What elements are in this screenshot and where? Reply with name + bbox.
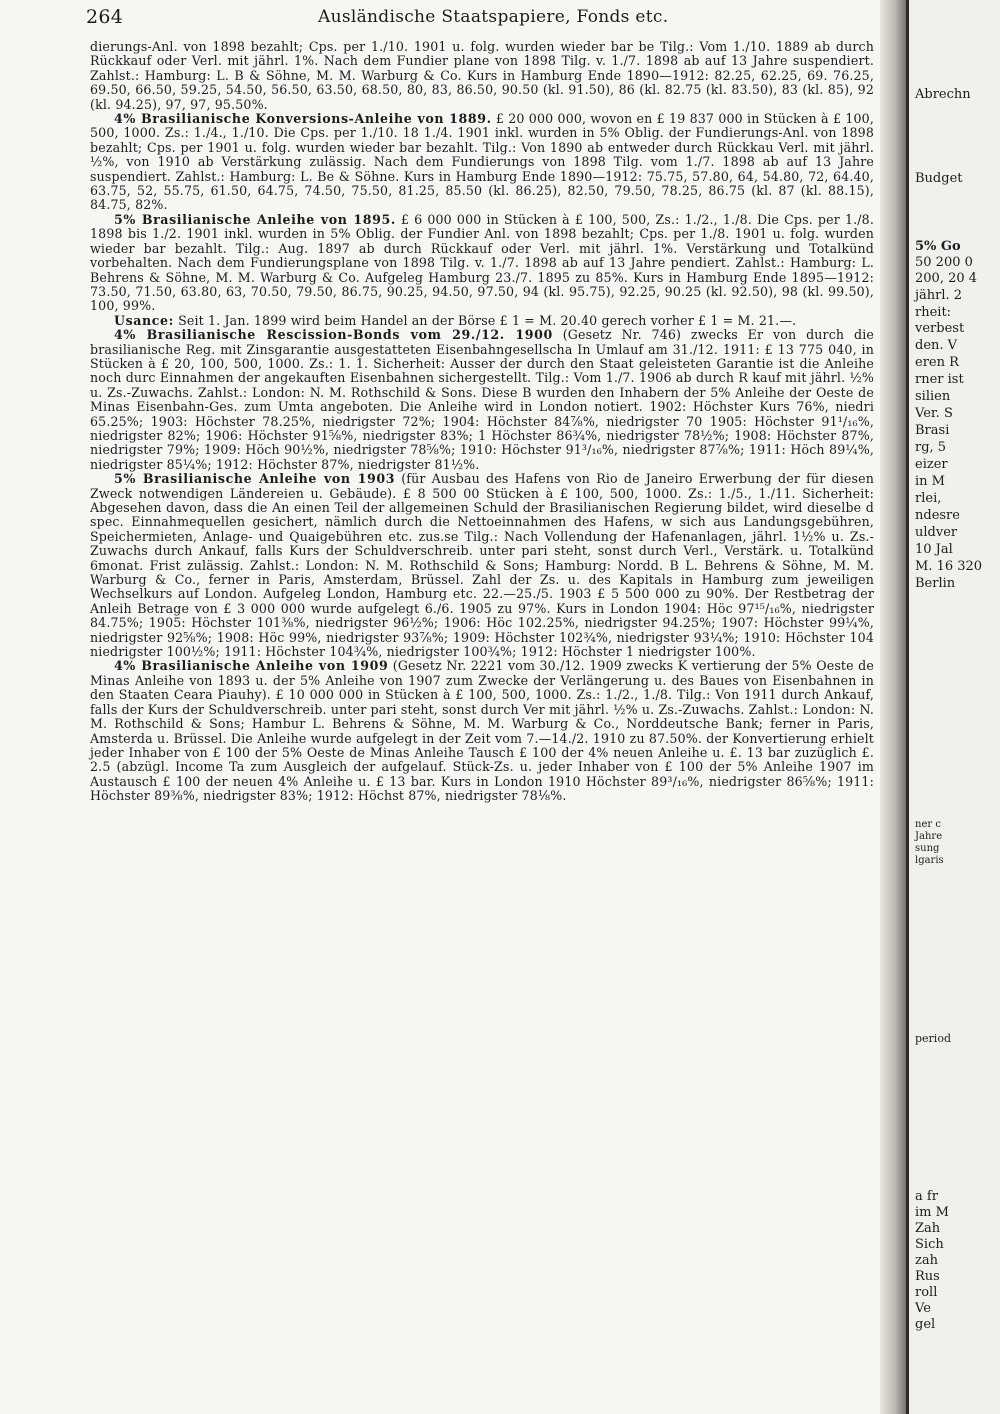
- adjacent-fragment: den. V: [915, 338, 958, 353]
- adjacent-fragment: silien: [915, 389, 951, 404]
- paragraph-lead: 4% Brasilianische Rescission-Bonds vom 29./12. 1900: [114, 327, 553, 343]
- adjacent-fragment: Budget: [915, 171, 963, 186]
- adjacent-fragment: Rus: [915, 1269, 940, 1284]
- adjacent-fragment: roll: [915, 1285, 938, 1300]
- paragraph-text: £ 6 000 000 in Stücken à £ 100, 500, Zs.: 1./2., 1./8. Die Cps. per 1./8. 1898 bis 1./2. 1901 inkl. wurden in 5% Oblig. der Fundier Anl. von 1898 bezahlt; Cps. per 1./8. 1901 u. folg. wurden wieder bar bezahlt. Tilg.: Aug. 1897 ab durch Rückkauf oder Verl. mit jährl. 1%. Verstärkung und Totalkünd vorbehalten. Nach dem Fundierungsplane von 1898 Tilg. v. 1./7. 1898 ab auf 13 Jahre pendiert. Zahlst.: Hamburg: L. Behrens & Söhne, M. M. Warburg & Co. Aufgeleg Hamburg 23./7. 1895 zu 85%. Kurs in Hamburg Ende 1895—1912: 73.50, 71.50, 63.80, 63, 70.50, 79.50, 86.75, 90.25, 94.50, 97.50, 94 (kl. 95.75), 92.25, 90.25 (kl. 92.50), 98 (kl. 99.50), 100, 99%.: [90, 211, 874, 314]
- paragraph-text: Seit 1. Jan. 1899 wird beim Handel an der Börse £ 1 = M. 20.40 gerech vorher £ 1 = M. 21.—.: [173, 312, 797, 328]
- paragraph-konversions-anleihe-1889: [90, 112, 874, 213]
- adjacent-fragment: Berlin: [915, 576, 956, 591]
- paragraph-anleihe-1903: [90, 472, 874, 659]
- paragraph-lead: 4% Brasilianische Anleihe von 1909: [114, 658, 389, 674]
- adjacent-fragment: sung: [915, 843, 940, 854]
- adjacent-fragment: lgaris: [915, 855, 944, 866]
- paragraph-anleihe-1909: [90, 659, 874, 803]
- adjacent-fragment: Ve: [915, 1301, 931, 1316]
- adjacent-fragment: ndesre: [915, 508, 960, 523]
- main-page: [86, 0, 880, 1414]
- paragraph-lead: 5% Brasilianische Anleihe von 1903: [114, 471, 396, 487]
- adjacent-fragment: 50 200 0: [915, 255, 973, 270]
- adjacent-fragment: rg, 5: [915, 440, 947, 455]
- adjacent-fragment: eren R: [915, 355, 959, 370]
- adjacent-fragment: Sich: [915, 1237, 944, 1252]
- paragraph-lead: 4% Brasilianische Konversions-Anleihe von 1889.: [114, 111, 492, 127]
- adjacent-fragment: in M: [915, 474, 945, 489]
- book-fold-shadow: [880, 0, 908, 1414]
- paragraph-text: (Gesetz Nr. 2221 vom 30./12. 1909 zwecks K vertierung der 5% Oeste de Minas Anleihe von 1893 u. der 5% Anleihe von 1907 zum Zwecke der Verlängerung u. des Baues von Eisenbahnen in den Staaten Ceara Piauhy). £ 10 000 000 in Stücken à £ 100, 500, 1000. Zs.: 1./2., 1./8. Tilg.: Von 1911 durch Ankauf, falls der Kurs der Schuldverschreib. unter pari steht, sonst durch Ver mit jährl. ½% u. Zs.-Zuwachs. Zahlst.: London: N. M. Rothschild & Sons; Hambur L. Behrens & Söhne, M. M. Warburg & Co., Norddeutsche Bank; ferner in Paris, Amsterda u. Brüssel. Die Anleihe wurde aufgelegt in der Zeit vom 7.—14./2. 1910 zu 87.50%. der Konvertierung erhielt jeder Inhaber von £ 100 der 5% Oeste de Minas Anleihe Tausch £ 100 der 4% neuen Anleihe u. £. 13 bar zuzüglich £. 2.5 (abzügl. Income Ta zum Ausgleich der aufgelauf. Stück-Zs. u. jeder Inhaber von £ 100 der 5% Anleihe 1907 im Austausch £ 100 der neuen 4% Anleihe u. £ 13 bar. Kurs in London 1910 Höchster 89³/₁₆%, niedrigster 86⅝%; 1911: Höchster 89⅜%, niedrigster 83%; 1912: Höchst 87%, niedrigster 78⅛%.: [90, 658, 874, 804]
- adjacent-fragment: 5% Go: [915, 239, 961, 254]
- adjacent-page: [909, 0, 1000, 1414]
- adjacent-fragment: verbest: [915, 321, 965, 336]
- adjacent-fragment: 10 Jal: [915, 542, 953, 557]
- paragraph-fundierungs-continuation: [90, 40, 874, 112]
- adjacent-fragment: im M: [915, 1205, 949, 1220]
- running-head: [86, 6, 880, 32]
- adjacent-fragment: eizer: [915, 457, 948, 472]
- paragraph-anleihe-1895: [90, 213, 874, 314]
- adjacent-fragment: rlei,: [915, 491, 942, 506]
- adjacent-fragment: rheit:: [915, 305, 952, 320]
- adjacent-fragment: Abrechn: [915, 87, 971, 102]
- paragraph-usance: [90, 314, 874, 328]
- adjacent-fragment: zah: [915, 1253, 938, 1268]
- page-number: 264: [86, 6, 124, 28]
- adjacent-fragment: Ver. S: [915, 406, 953, 421]
- adjacent-fragment: rner ist: [915, 372, 964, 387]
- paragraph-lead: 5% Brasilianische Anleihe von 1895.: [114, 211, 396, 227]
- adjacent-fragment: M. 16 320: [915, 559, 983, 574]
- paragraph-text: £ 20 000 000, wovon en £ 19 837 000 in Stücken à £ 100, 500, 1000. Zs.: 1./4., 1./10. Die Cps. per 1./10. 18 1./4. 1901 inkl. wurden in 5% Oblig. der Fundierungs-Anl. von 1898 bezahlt; Cps. per 1901 u. folg. wurden wieder bar bezahlt. Tilg.: Von 1890 ab entweder durch Rückkau Verl. mit jährl. ½%, von 1910 ab Verstärkung zulässig. Nach dem Fundierungs von 1898 Tilg. vom 1./7. 1898 ab auf 13 Jahre suspendiert. Zahlst.: Hamburg: L. Be & Söhne. Kurs in Hamburg Ende 1890—1912: 75.75, 57.80, 64, 54.80, 72, 64.40, 63.75, 52, 55.75, 61.50, 64.75, 74.50, 75.50, 81.25, 85.50 (kl. 86.25), 82.50, 79.50, 78.25, 86.75 (kl. 87 (kl. 88.15), 84.75, 82%.: [90, 111, 874, 213]
- adjacent-fragment: uldver: [915, 525, 958, 540]
- adjacent-fragment: ner c: [915, 819, 941, 830]
- adjacent-fragment: Brasi: [915, 423, 950, 438]
- adjacent-fragment: Zah: [915, 1221, 941, 1236]
- body-text: [90, 40, 874, 804]
- running-title: Ausländische Staatspapiere, Fonds etc.: [318, 7, 669, 27]
- paragraph-text: (Gesetz Nr. 746) zwecks Er von durch die brasilianische Reg. mit Zinsgarantie ausgestatteten Eisenbahngesellscha In Umlauf am 31./12. 1911: £ 13 775 040, in Stücken à £ 20, 100, 500, 1000. Zs.: 1. 1. Sicherheit: Ausser der durch den Staat geleisteten Garantie ist die Anleihe noch durc Einnahmen der angekauften Eisenbahnen sichergestellt. Tilg.: Vom 1./7. 1906 ab durch R kauf mit jährl. ½% u. Zs.-Zuwachs. Zahlst.: London: N. M. Rothschild & Sons. Diese B wurden den Inhabern der 5% Anleihe der Oeste de Minas Eisenbahn-Ges. zum Umta angeboten. Die Anleihe wird in London notiert. 1902: Höchster Kurs 76%, niedri 65.25%; 1903: Höchster 78.25%, niedrigster 72%; 1904: Höchster 84⅞%, niedrigster 70 1905: Höchster 91¹/₁₆%, niedrigster 82%; 1906: Höchster 91⅝%, niedrigster 83%; 1 Höchster 86¾%, niedrigster 78½%; 1908: Höchster 87%, niedrigster 79%; 1909: Höch 90½%, niedrigster 78⅝%; 1910: Höchster 91³/₁₆%, niedrigster 87⅞%; 1911: Höch 89¼%, niedrigster 85¼%; 1912: Höchster 87%, niedrigster 81½%.: [90, 327, 874, 472]
- adjacent-fragment: jährl. 2: [915, 288, 963, 303]
- adjacent-fragment: period: [915, 1032, 951, 1045]
- paragraph-lead: Usance:: [114, 312, 174, 328]
- adjacent-fragment: Jahre: [915, 831, 943, 842]
- adjacent-fragment: a fr: [915, 1189, 938, 1204]
- paragraph-rescission-bonds-1900: [90, 328, 874, 472]
- paragraph-text: (für Ausbau des Hafens von Rio de Janeiro Erwerbung der für diesen Zweck notwendigen Ländereien u. Gebäude). £ 8 500 00 Stücken à £ 100, 500, 1000. Zs.: 1./5., 1./11. Sicherheit: Abgesehen davon, dass die An einen Teil der allgemeinen Schuld der Brasilianischen Regierung bildet, wird dieselbe d spec. Einnahmequellen gesichert, nämlich durch die Nettoeinnahmen des Hafens, w sich aus Landungsgebühren, Speichermieten, Anlage- und Quaigebühren etc. zus.se Tilg.: Nach Vollendung der Hafenanlagen, jährl. 1½% u. Zs.-Zuwachs durch Ankauf, falls Kurs der Schuldverschreib. unter pari steht, sonst durch Verl., Verstärk. u. Totalkünd 6monat. Frist zulässig. Zahlst.: London: N. M. Rothschild & Sons; Hamburg: Nordd. B L. Behrens & Söhne, M. M. Warburg & Co., ferner in Paris, Amsterdam, Brüssel. Zahl der Zs. u. des Kapitals in Hamburg zum jeweiligen Wechselkurs auf London. Aufgeleg London, Hamburg etc. 22.—25./5. 1903 £ 5 500 000 zu 90%. Der Restbetrag der Anleih Betrage von £ 3 000 000 wurde aufgelegt 6./6. 1905 zu 97%. Kurs in London 1904: Höc 97¹⁵/₁₆%, niedrigster 84.75%; 1905: Höchster 101⅜%, niedrigster 96½%; 1906: Höc 102.25%, niedrigster 94.25%; 1907: Höchster 99¼%, niedrigster 92⅝%; 1908: Höc 99%, niedrigster 93⅞%; 1909: Höchster 102¾%, niedrigster 93¼%; 1910: Höchster 104 niedrigster 100½%; 1911: Höchster 104¾%, niedrigster 100¾%; 1912: Höchster 1 niedrigster 100%.: [90, 471, 874, 660]
- adjacent-fragment: 200, 20 4: [915, 271, 978, 286]
- adjacent-fragment: gel: [915, 1317, 936, 1332]
- paragraph-text: dierungs-Anl. von 1898 bezahlt; Cps. per 1./10. 1901 u. folg. wurden wieder bar be Tilg.: Vom 1./10. 1889 ab durch Rückkauf oder Verl. mit jährl. 1%. Nach dem Fundier plane von 1898 Tilg. v. 1./7. 1898 ab auf 13 Jahre suspendiert. Zahlst.: Hamburg: L. B & Söhne, M. M. Warburg & Co. Kurs in Hamburg Ende 1890—1912: 82.25, 62.25, 69. 76.25, 69.50, 66.50, 59.25, 54.50, 56.50, 63.50, 68.50, 80, 83, 86.50, 90.50 (kl. 91.50), 86 (kl. 82.75 (kl. 83.50), 83 (kl. 85), 92 (kl. 94.25), 97, 97, 95.50%.: [90, 39, 874, 112]
